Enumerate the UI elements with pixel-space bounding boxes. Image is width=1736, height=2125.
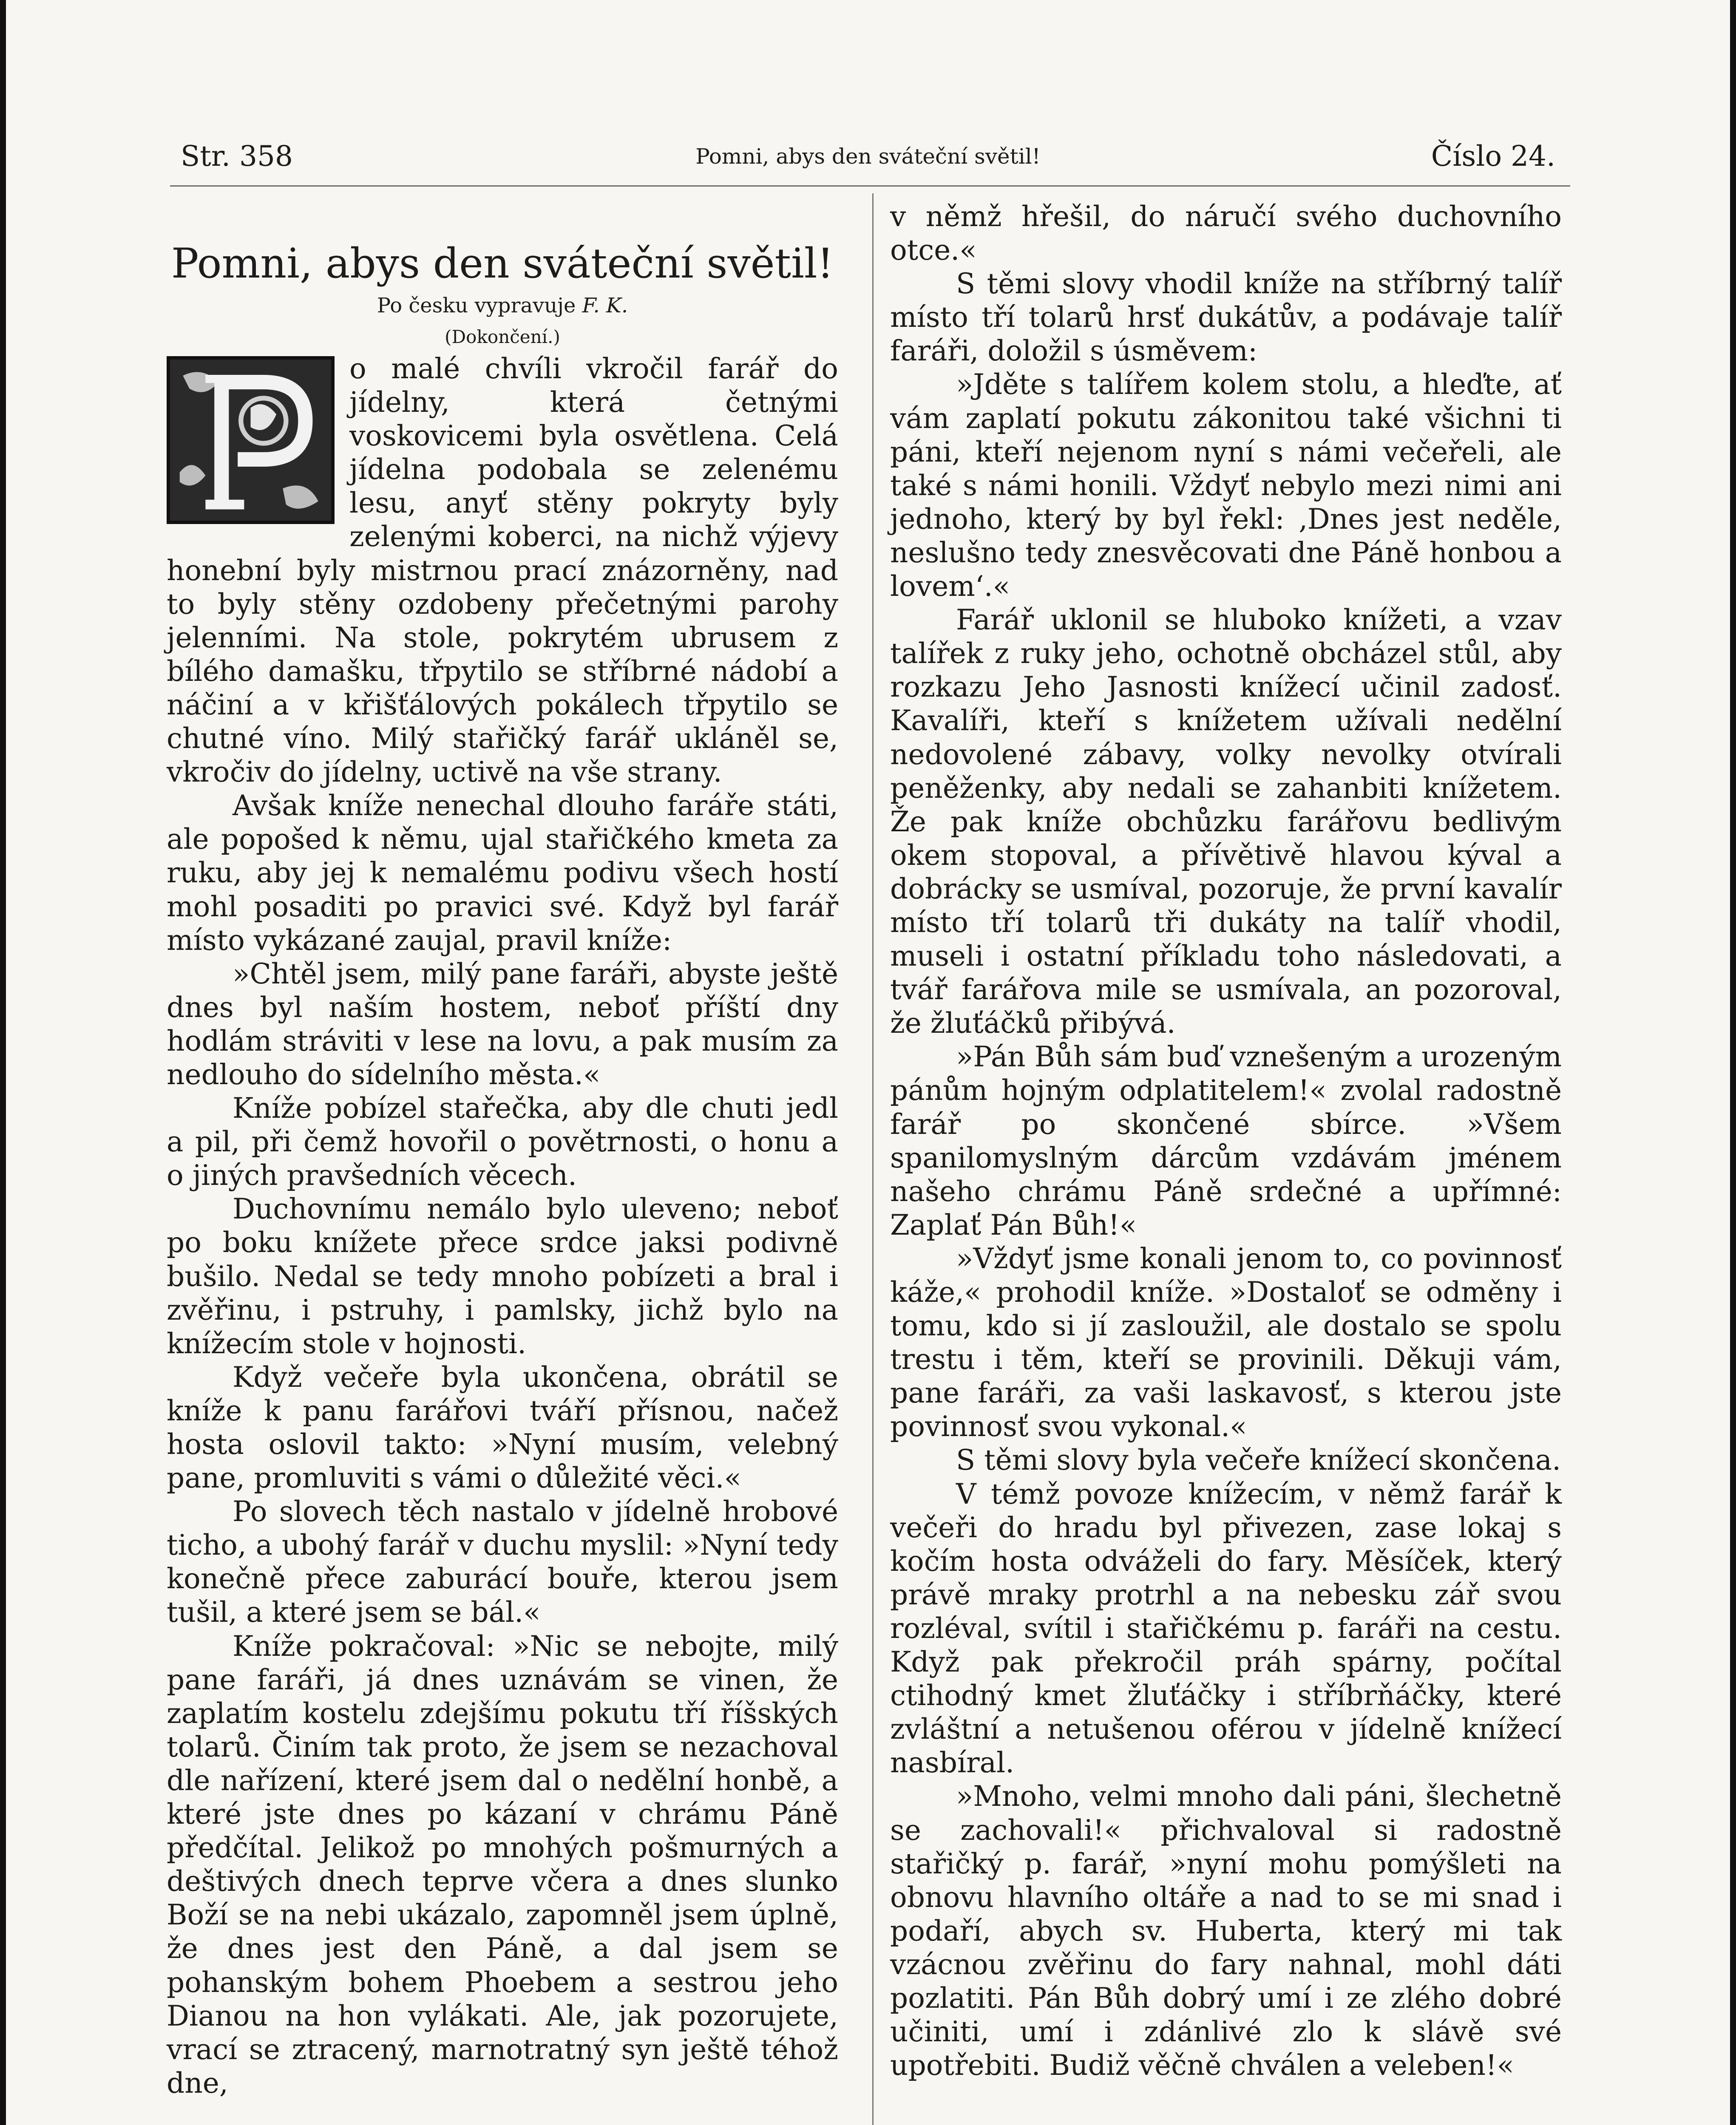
paragraph: Kníže pokračoval: »Nic se nebojte, milý pane faráři, já dnes uznávám se vinen, že zaplatím kostelu zdejšímu pokutu tří říšských tolarů. Činím tak proto, že jsem se nezachoval dle nařízení, které jsem dal o nedělní honbě, a které jste dnes po kázaní v chrámu Páně předčítal. Jelikož po mnohých pošmurných a deštivých dnech teprve včera a dnes slunko Boží se na nebi ukázalo, zapomněl jsem úplně, že dnes jest den Páně, a dal jsem se pohanským bohem Phoebem a sestrou jeho Dianou na hon vylákati. Ale, jak pozorujete, vrací se ztracený, marnotratný syn ještě téhož dne, <box>167 1629 838 2100</box>
author: F. K. <box>582 294 628 317</box>
paragraph: Duchovnímu nemálo bylo uleveno; neboť po boku knížete přece srdce jaksi podivně bušilo. Nedal se tedy mnoho pobízeti a bral i zvěřinu, i pstruhy, i pamlsky, jichž bylo na knížecím stole v hojnosti. <box>167 1193 838 1360</box>
paragraph: V témž povoze knížecím, v němž farář k večeři do hradu byl přivezen, zase lokaj s kočím hosta odváželi do fary. Měsíček, který právě mraky protrhl a na nebesku zář svou rozléval, svítil i stařičkému p. faráři na cestu. Když pak překročil práh spárny, počítal ctihodný kmet žluťáčky i stříbrňáčky, které zvláštní a netušenou oférou v jídelně knížecí nasbíral. <box>890 1477 1562 1779</box>
paragraph: »Pán Bůh sám buď vznešeným a urozeným pánům hojným odplatitelem!« zvolal radostně farář po skončené sbírce. »Všem spanilomyslným dárcům vzdávám jménem našeho chrámu Páně srdečné a upřímné: Zaplať Pán Bůh!« <box>890 1040 1562 1241</box>
continuation-note: (Dokončení.) <box>445 326 560 347</box>
drop-cap-ornament <box>167 356 335 524</box>
paragraph: Farář uklonil se hluboko knížeti, a vzav talířek z ruky jeho, ochotně obcházel stůl, aby rozkazu Jeho Jasnosti knížecí učinil zadosť. Kavalíři, kteří s knížetem užívali nedělní nedovolené zábavy, volky nevolky otvírali peněženky, aby nedali se zahanbiti knížetem. Že pak kníže obchůzku farářovu bedlivým okem stopoval, a přívětivě hlavou kýval a dobrácky se usmíval, pozoruje, že první kavalír místo tří tolarů tři dukáty na talíř vhodil, museli i ostatní příkladu toho následovati, a tvář farářova mile se usmívala, an pozoroval, že žluťáčků přibývá. <box>890 604 1562 1040</box>
drop-cap-illustration <box>170 360 331 521</box>
paragraph: »Jděte s talířem kolem stolu, a hleďte, ať vám zaplatí pokutu zákonitou také všichni ti páni, kteří nejenom nyní s námi večeřeli, ale také s námi honili. Vždyť nebylo mezi nimi ani jednoho, který by byl řekl: ‚Dnes jest neděle, neslušno tedy znesvěcovati dne Páně honbou a lovem‘.« <box>890 368 1562 603</box>
left-column <box>167 238 838 2100</box>
paragraph: »Chtěl jsem, milý pane faráři, abyste ještě dnes byl naším hostem, neboť příští dny hodlám stráviti v lese na lovu, a pak musím za nedlouho do sídelního města.« <box>167 957 838 1091</box>
paragraph: S těmi slovy byla večeře knížecí skončena. <box>956 1444 1561 1477</box>
paragraph: Když večeře byla ukončena, obrátil se kníže k panu farářovi tváří přísnou, načež hosta oslovil takto: »Nyní musím, velebný pane, promluviti s vámi o důležité věci.« <box>167 1360 838 1495</box>
paragraph: »Vždyť jsme konali jenom to, co povinnosť káže,« prohodil kníže. »Dostaloť se odměny i tomu, kdo si jí zasloužil, ale dostalo se spolu trestu i těm, kteří se provinili. Děkuji vám, pane faráři, za vaši laskavosť, s kterou jste povinnosť svou vykonal.« <box>890 1242 1562 1443</box>
paragraph: Po slovech těch nastalo v jídelně hrobové ticho, a ubohý farář v duchu myslil: »Nyní tedy konečně přece zaburácí bouře, kterou jsem tušil, a které jsem se bál.« <box>167 1495 838 1629</box>
paragraph: Kníže pobízel stařečka, aby dle chuti jedl a pil, při čemž hovořil o povětrnosti, o honu a o jiných pravšedních věcech. <box>167 1092 838 1192</box>
right-column <box>890 200 1562 2082</box>
byline-text: Po česku vypravuje <box>377 294 582 317</box>
running-title: Pomni, abys den sváteční světil! <box>695 144 1041 169</box>
page-number: Str. 358 <box>181 140 293 173</box>
issue-number: Číslo 24. <box>1431 140 1555 173</box>
paragraph: o malé chvíli vkročil farář do jídelny, která četnými voskovicemi byla osvětlena. Celá jídelna podobala se zelenému lesu, anyť stěny pokryty byly zelenými koberci, na nichž výjevy honební byly mistrnou prací znázorněny, nad to byly stěny ozdobeny přečetnými parohy jelenními. Na stole, pokrytém ubrusem z bílého damašku, třpytilo se stříbrné nádobí a náčiní a v křišťálových pokálech třpytilo se chutné víno. Milý stařičký farář ukláněl se, vkročiv do jídelny, uctivě na vše strany. <box>167 352 838 789</box>
article-title: Pomni, abys den sváteční světil! <box>171 240 834 287</box>
paragraph: v němž hřešil, do náručí svého duchovního otce.« <box>890 200 1562 267</box>
paragraph: S těmi slovy vhodil kníže na stříbrný talíř místo tří tolarů hrsť dukátův, a podávaje talíř faráři, doložil s úsměvem: <box>890 267 1562 368</box>
header-rule <box>170 185 1570 187</box>
paragraph: Avšak kníže nenechal dlouho faráře státi, ale popošed k němu, ujal stařičkého kmeta za ruku, aby jej k nemalému podivu všech hostí mohl posaditi po pravici své. Když byl farář místo vykázané zaujal, pravil kníže: <box>167 789 838 957</box>
column-divider <box>872 193 874 2125</box>
paragraph: »Mnoho, velmi mnoho dali páni, šlechetně se zachovali!« přichvaloval si radostně stařičký p. farář, »nyní mohu pomýšleti na obnovu hlavního oltáře a nad to se mi snad i podaří, abych sv. Huberta, který mi tak vzácnou zvěřinu do fary nahnal, mohl dáti pozlatiti. Pán Bůh dobrý umí i ze zlého dobré učiniti, umí i zdánlivé zlo k slávě své upotřebiti. Budiž věčně chválen a veleben!« <box>890 1780 1562 2082</box>
byline <box>167 289 838 322</box>
